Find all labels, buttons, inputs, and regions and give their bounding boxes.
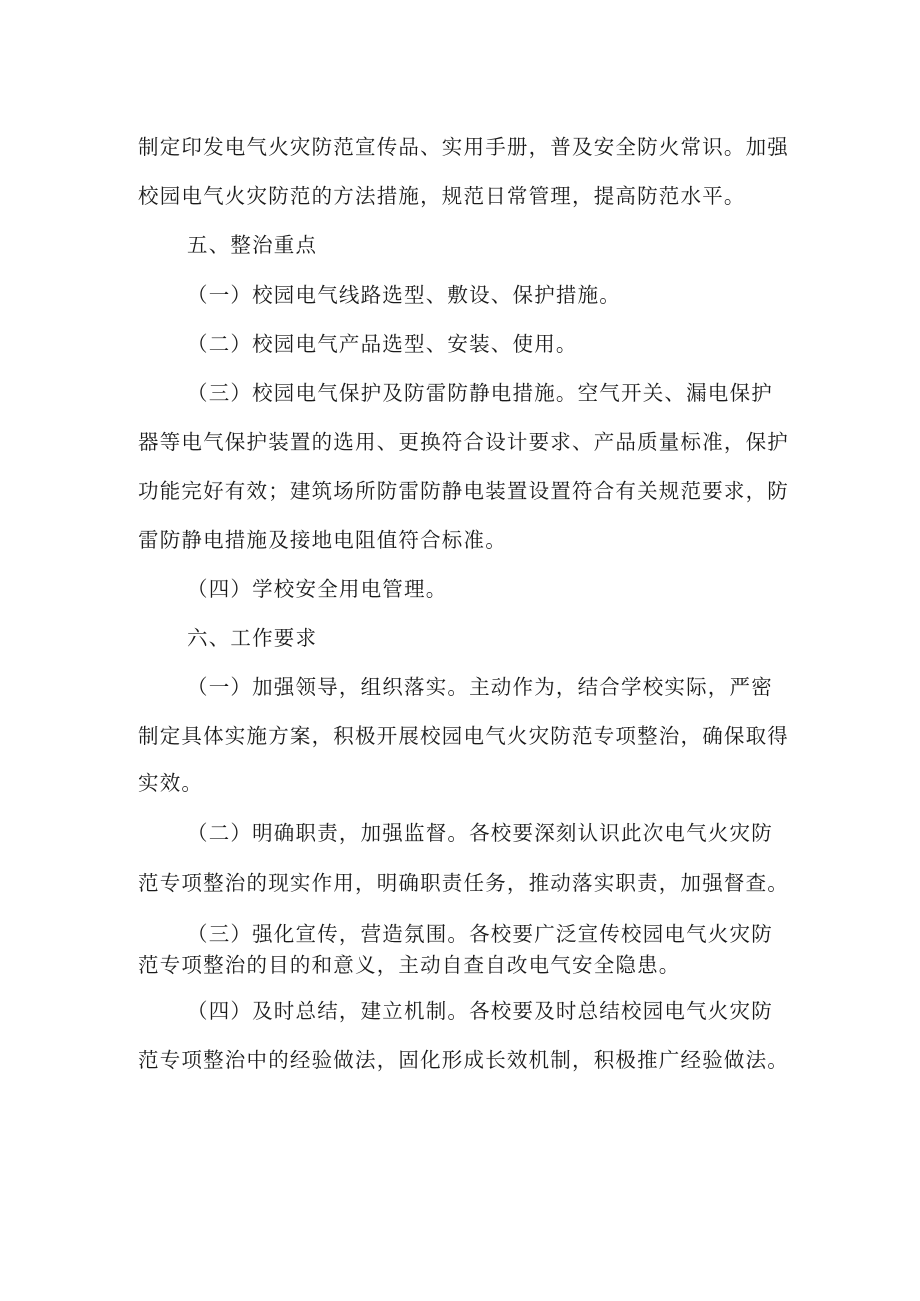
list-item: （二）明确职责，加强监督。各校要深刻认识此次电气火灾防 [187,821,773,845]
list-item: （四）学校安全用电管理。 [187,577,448,601]
list-item: （一）校园电气线路选型、敷设、保护措施。 [187,283,621,307]
paragraph-line: 功能完好有效；建筑场所防雷防静电装置设置符合有关规范要求，防 [138,479,789,503]
paragraph-line: 制定印发电气火灾防范宣传品、实用手册，普及安全防火常识。加强 [138,135,789,159]
list-item: （四）及时总结，建立机制。各校要及时总结校园电气火灾防 [187,999,773,1023]
paragraph-line: 范专项整治中的经验做法，固化形成长效机制，积极推广经验做法。 [138,1048,789,1072]
paragraph-line: 校园电气火灾防范的方法措施，规范日常管理，提高防范水平。 [138,184,746,208]
paragraph-line: 雷防静电措施及接地电阻值符合标准。 [138,528,507,552]
paragraph-line: 范专项整治的现实作用，明确职责任务，推动落实职责，加强督查。 [138,871,789,895]
section-heading: 五、整治重点 [187,233,318,257]
paragraph-line: 器等电气保护装置的选用、更换符合设计要求、产品质量标准，保护 [138,430,789,454]
list-item: （二）校园电气产品选型、安装、使用。 [187,332,578,356]
list-item: （一）加强领导，组织落实。主动作为，结合学校实际，严密 [187,675,773,699]
paragraph-line: 实效。 [138,771,204,795]
list-item: （三）校园电气保护及防雷防静电措施。空气开关、漏电保护 [187,381,773,405]
list-item: （三）强化宣传，营造氛围。各校要广泛宣传校园电气火灾防 [187,922,773,946]
paragraph-line: 制定具体实施方案，积极开展校园电气火灾防范专项整治，确保取得 [138,724,789,748]
section-heading: 六、工作要求 [187,626,318,650]
paragraph-line: 范专项整治的目的和意义，主动自查自改电气安全隐患。 [138,953,681,977]
